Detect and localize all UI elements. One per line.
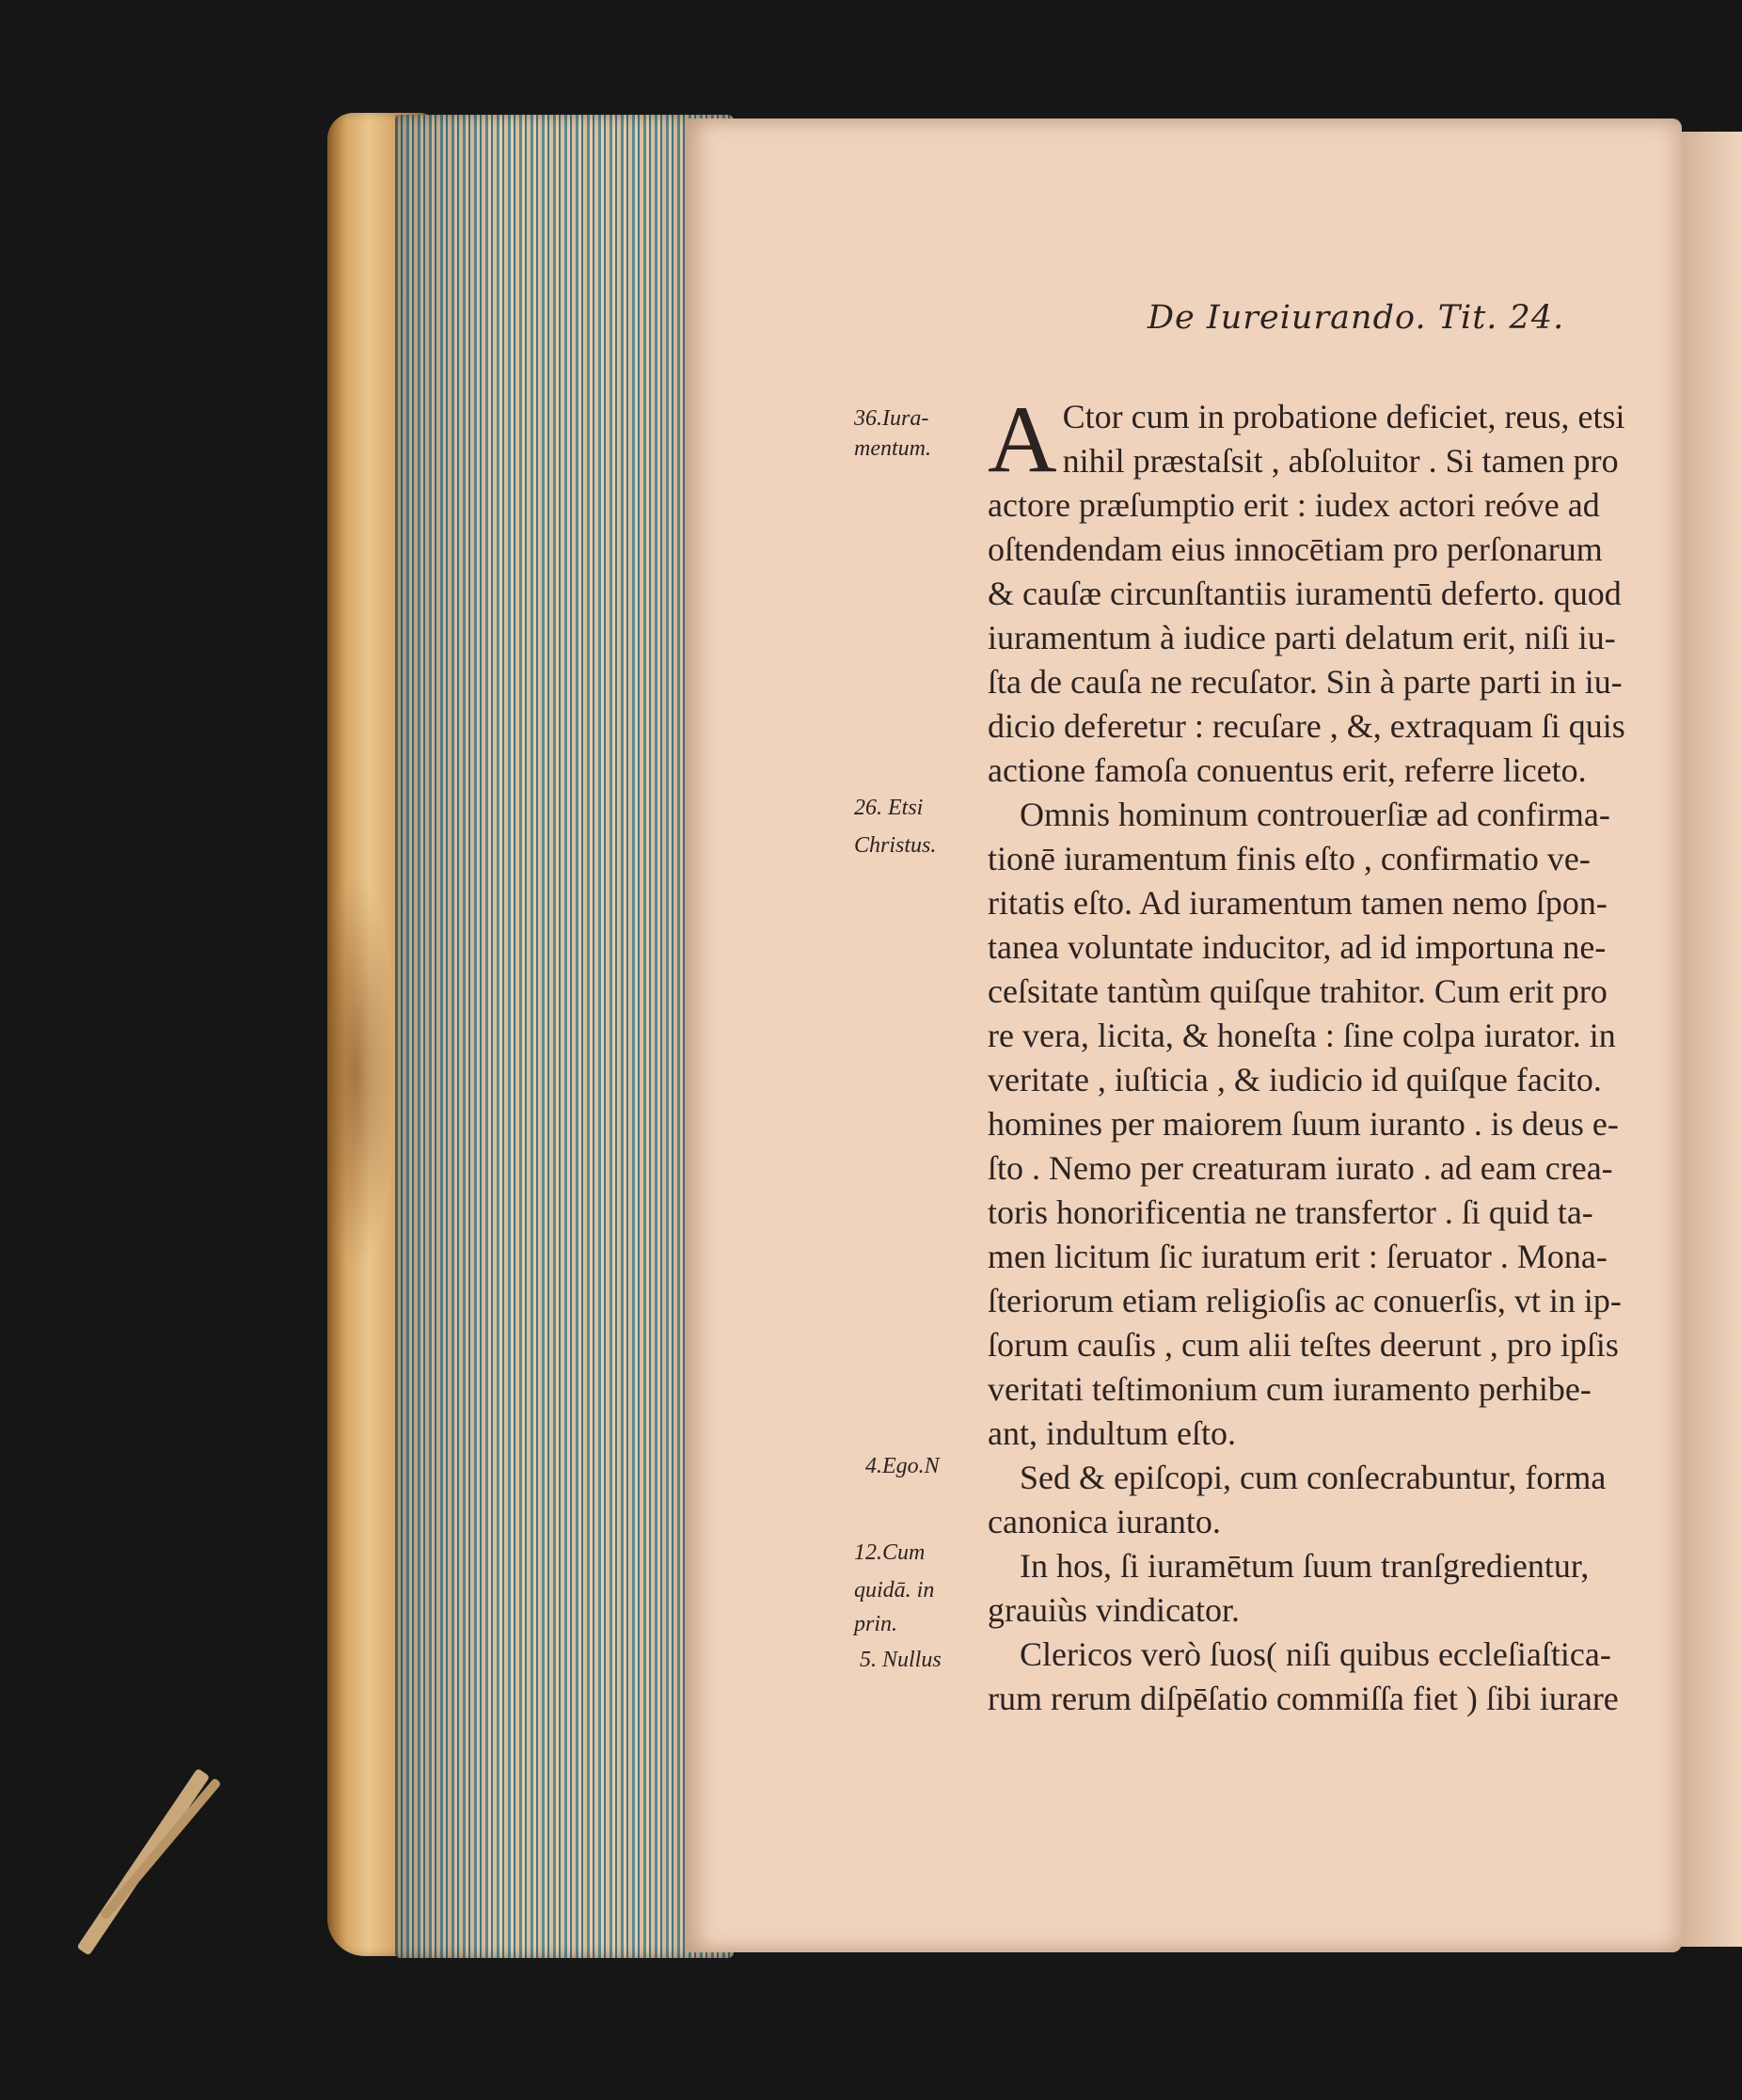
binding-crease [329,875,395,1270]
paragraph [988,793,1665,1456]
text-line: ſto . Nemo per creaturam iurato . ad eam crea- [988,1149,1613,1187]
text-line: iuramentum à iudice parti delatum erit, niſi iu- [988,619,1616,656]
text-line: homines per maiorem ſuum iuranto . is deus e- [988,1105,1619,1143]
text-line: veritate , iuſticia , & iudicio id quiſque facito. [988,1061,1602,1098]
text-line: toris honorificentia ne transfertor . ſi quid ta- [988,1193,1593,1231]
paragraph [988,1633,1665,1721]
margin-note: 26. Etsi [854,796,924,820]
running-head: De Iureiurando. Tit. 24. [1148,299,1565,337]
text-line: Clericos verò ſuos( niſi quibus eccleſiaſtica- [1020,1635,1611,1673]
text-line: nihil præstaſsit , abſoluitor . Si tamen pro [1062,442,1619,480]
paragraph [988,387,1665,793]
text-line: dicio deferetur : recuſare , &, extraquam ſi quis [988,707,1625,745]
text-line: canonica iuranto. [988,1503,1221,1540]
text-line: oſtendendam eius innocētiam pro perſonarum [988,530,1603,568]
text-line: In hos, ſi iuramētum ſuum tranſgredientur, [1020,1547,1590,1585]
page-edges-shading [395,115,734,1958]
text-line: ceſsitate tantùm quiſque trahitor. Cum erit pro [988,972,1607,1010]
text-line: grauiùs vindicator. [988,1591,1240,1629]
margin-note: Christus. [854,833,937,858]
text-line: tanea voluntate inducitor, ad id importuna ne- [988,928,1607,966]
text-line: ſteriorum etiam religioſis ac conuerſis, vt in ip- [988,1282,1622,1319]
text-line: & cauſæ circunſtantiis iuramentū deferto. quod [988,575,1622,612]
text-line: veritati teſtimonium cum iuramento perhibe- [988,1370,1592,1408]
text-line: Ctor cum in probatione deficiet, reus, etsi [1062,398,1625,435]
text-line: men licitum ſic iuratum erit : ſeruator . Mona- [988,1238,1607,1275]
text-line: ritatis eſto. Ad iuramentum tamen nemo ſpon- [988,884,1607,922]
text-line: ſorum cauſis , cum alii teſtes deerunt , pro ipſis [988,1326,1619,1364]
text-line: actione famoſa conuentus erit, referre liceto. [988,751,1587,789]
text-line: Sed & epiſcopi, cum conſecrabuntur, forma [1020,1459,1607,1496]
paragraph [988,1456,1665,1544]
paragraph [988,1544,1665,1633]
body-text [988,387,1665,1721]
text-line: actore præſumptio erit : iudex actori reóve ad [988,486,1600,524]
margin-note: 12.Cum [854,1540,926,1565]
margin-note: 5. Nullus [860,1648,942,1672]
text-line: rum rerum diſpēſatio commiſſa fiet ) ſibi iurare [988,1680,1619,1717]
text-line: tionē iuramentum finis eſto , confirmatio ve- [988,840,1591,877]
margin-note: 36.Iura- [854,406,929,431]
margin-note: prin. [854,1612,898,1636]
margin-note: quidā. in [854,1578,935,1603]
margin-note: mentum. [854,436,931,461]
text-line: ant, indultum eſto. [988,1414,1236,1452]
drop-capital: A [988,387,1057,493]
margin-note: 4.Ego.N [865,1454,940,1478]
text-line: re vera, licita, & honeſta : ſine colpa iurator. in [988,1017,1616,1054]
bookmark-ribbon-second [100,1777,222,1920]
text-line: Omnis hominum controuerſiæ ad confirma- [1020,796,1610,833]
text-line: ſta de cauſa ne recuſator. Sin à parte parti in iu- [988,663,1623,701]
